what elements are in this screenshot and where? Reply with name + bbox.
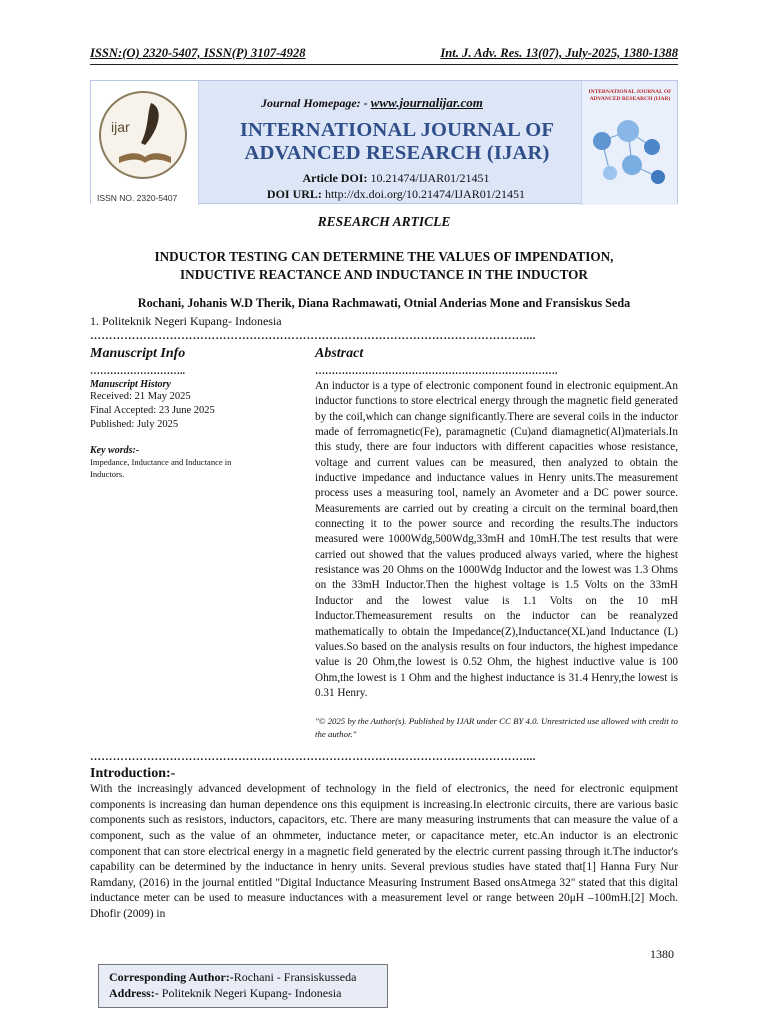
article-title: [100, 248, 668, 284]
affiliation: 1. Politeknik Negeri Kupang- Indonesia: [90, 314, 282, 328]
journal-logo: [91, 81, 199, 205]
accepted-date: Final Accepted: 23 June 2025: [90, 405, 215, 417]
citation-text: Int. J. Adv. Res. 13(07), July-2025, 1380-1388: [440, 46, 678, 60]
published-date: Published: July 2025: [90, 419, 179, 431]
abstract-section: [315, 346, 678, 741]
journal-cover-image: [581, 81, 677, 205]
corr-label: Corresponding Author:-: [109, 970, 234, 984]
title-line1: INDUCTOR TESTING CAN DETERMINE THE VALUES OF IMPENDATION,: [154, 249, 614, 264]
journal-banner: [90, 80, 678, 204]
logo-text: ijar: [111, 119, 130, 135]
doi-url-link[interactable]: http://dx.doi.org/10.21474/IJAR01/21451: [324, 186, 526, 201]
received-date: Received: 21 May 2025: [90, 391, 191, 402]
molecule-icon: [582, 81, 678, 205]
introduction-heading: Introduction:-: [90, 766, 176, 781]
abstract-text: An inductor is a type of electronic component found in electronic equipment.An inductor functions to store electrical energy through the magnetic field generated by the coil,which can change significantly.There are several coils in the inductor made of ferromagnetic(Fe), paramagnetic (Cu)and diamagnetic(Al)materials.In this study, there are four inductors with different capacities whose resistance, voltage and current values can be measured, then analyzed to obtain the inductive impedance and inductance values in Henry units.The measurement process uses a measuring tool, namely an Avometer and a DC power source. Measurements are carried out by creating a circuit on the terminal board,then connecting it to the power source and recording the results.The inductors measured were 1000Wdg,500Wdg,33mH and 10mH.The test results that were carried out showed that the values produced always varied, where the highest resistance was 20 Ohms on the 1000Wdg Inductor and the lowest was 1.3 Ohms on the 33mH Inductor.Then the highest voltage is 1.5 Volts on the 33mH Inductor and the lowest value is 1.1 Volts on the 10 mH Inductor.Themeasurement results on the inductor can be reanalyzed mathematically to obtain the Impedance(Z),Inductance(XL)and Inductance (L) values.So based on the analysis results on four inductors, the highest impedance value is 20 Ohm,the lowest is 0.52 Ohm, the highest inductive value is 100 Ohm,the lowest is 1 Ohm and the highest inductance is 31.4 Henry,the lowest is 0.31 Henry.: [315, 380, 678, 699]
keywords-label: Key words:-: [90, 444, 140, 456]
title-line2: INDUCTIVE REACTANCE AND INDUCTANCE IN THE INDUCTOR: [180, 266, 588, 282]
corr-value: Rochani - Fransiskusseda: [233, 970, 357, 984]
keywords: Impedance, Inductance and Inductance in Inductors.: [90, 456, 232, 479]
separator-top: ……………………………………………………………………………………………………....: [90, 330, 536, 342]
page-number: 1380: [650, 947, 674, 961]
manuscript-dots: ………………………..: [90, 366, 185, 377]
copyright-notice: "© 2025 by the Author(s). Published by IJAR under CC BY 4.0. Unrestricted use allowed with credit to the author.": [315, 716, 678, 739]
manuscript-history-label: Manuscript History: [90, 379, 171, 390]
journal-title-line2: ADVANCED RESEARCH (IJAR): [244, 141, 550, 164]
homepage-label: Journal Homepage: -: [261, 96, 368, 110]
authors: Rochani, Johanis W.D Therik, Diana Rachmawati, Otnial Anderias Mone and Fransiskus Seda: [137, 296, 631, 310]
separator-bottom: ……………………………………………………………………………………………………....: [90, 751, 536, 763]
address-label: Address:-: [109, 986, 159, 1001]
article-doi-label: Article DOI:: [302, 171, 368, 185]
address-value: Politeknik Negeri Kupang- Indonesia: [158, 986, 342, 1001]
journal-title-line1: INTERNATIONAL JOURNAL OF: [239, 119, 555, 141]
issn-text: ISSN:(O) 2320-5407, ISSN(P) 3107-4928: [90, 46, 306, 60]
logo-emblem: [99, 91, 187, 179]
homepage-link[interactable]: www.journalijar.com: [370, 95, 483, 110]
doi-url-label: DOI URL:: [266, 186, 322, 201]
header-rule: [90, 64, 678, 65]
article-doi: 10.21474/IJAR01/21451: [370, 171, 490, 185]
article-type: RESEARCH ARTICLE: [317, 214, 451, 229]
running-header: [90, 46, 678, 64]
corresponding-author-box: [98, 964, 388, 1008]
journal-homepage: [261, 95, 483, 111]
doi-block: [231, 171, 561, 202]
introduction-text: With the increasingly advanced development of technology in the field of electronics, the need for electronic equipment components is increasing dan human dependence ons this equipment is increasing.In electronic circuits, there are various basic components such as resistors, inductors, capacitors, etc. There are many measuring instruments that can measure the value of a component, such as the value of an ohmmeter, inductance meter, or capacitance meter, etc.An inductor is an electronic component that can store electrical energy in a magnetic field generated by the electric current passing through it.The inductor's capability can be determined by the inductance in henry units. Several previous studies have stated that[1] Hanna Fury Nur Ramdany, (2016) in the journal entitled "Digital Inductance Measuring Instrument Based onsAtmega 32" stated that this digital inductance meter can be used to measure inductances with a measurement level or range between 20μH –100mH.[2] Moch. Dhofir (2009) in: [90, 783, 678, 920]
logo-issn: ISSN NO. 2320-5407: [97, 193, 178, 203]
abstract-heading: Abstract: [315, 346, 364, 361]
abstract-dots: ……………………………………………………………….: [315, 366, 558, 377]
manuscript-info-heading: Manuscript Info: [90, 346, 186, 361]
journal-title: [217, 119, 577, 164]
cover-title: INTERNATIONAL JOURNAL OF ADVANCED RESEARCH (IJAR): [588, 89, 672, 103]
manuscript-info: [90, 346, 290, 480]
quill-book-icon: [101, 93, 189, 181]
